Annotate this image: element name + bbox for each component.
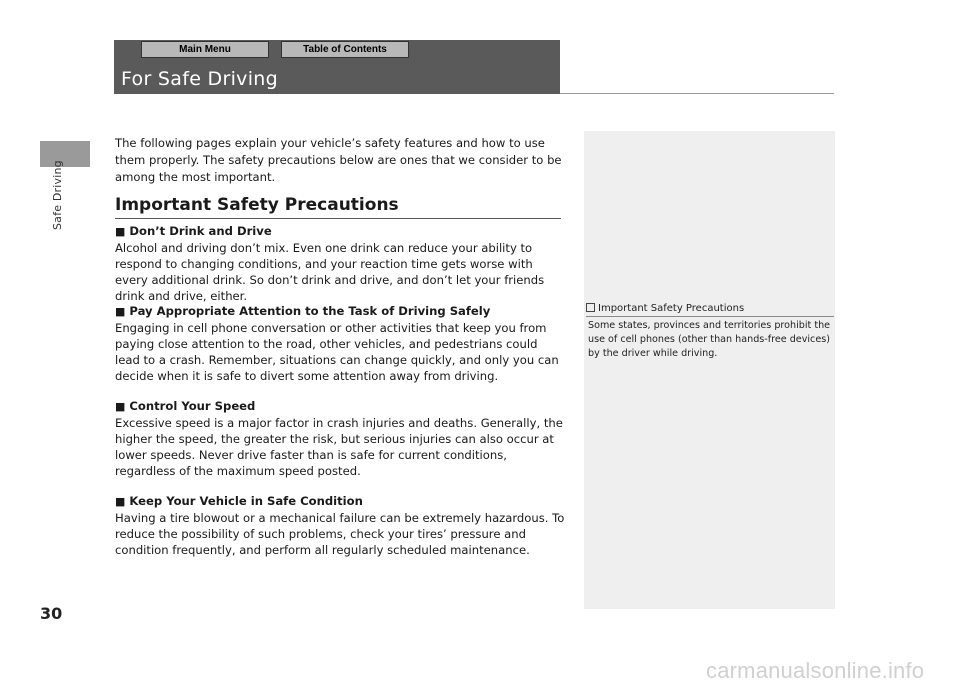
- note-title-text: Important Safety Precautions: [598, 303, 745, 314]
- main-menu-button[interactable]: Main Menu: [141, 41, 269, 58]
- note-title: [586, 303, 834, 317]
- page-number: 30: [40, 604, 63, 623]
- bullet-square-icon: ■: [115, 400, 126, 413]
- precaution-heading: [115, 303, 565, 320]
- precaution-heading: [115, 398, 565, 415]
- note-body: Some states, provinces and territories prohibit the use of cell phones (other than hands-free devices) by the driver while driving.: [588, 320, 831, 359]
- precaution-heading-text: Pay Appropriate Attention to the Task of Driving Safely: [129, 304, 491, 318]
- precaution-item: [115, 223, 565, 304]
- precaution-item: [115, 493, 565, 558]
- section-tab-marker: [40, 141, 90, 167]
- precaution-item: [115, 303, 565, 384]
- watermark: carmanualsonline.info: [706, 658, 925, 683]
- page-title: For Safe Driving: [121, 68, 278, 90]
- precaution-heading: [115, 493, 565, 510]
- precaution-item: [115, 398, 565, 479]
- bullet-square-icon: ■: [115, 225, 126, 238]
- side-note-panel: [584, 131, 835, 609]
- precaution-body: Excessive speed is a major factor in crash injuries and deaths. Generally, the higher the speed, the greater the risk, but serious injuries can also occur at lower speeds. Never drive faster than is safe for current conditions, regardless of the maximum speed posted.: [115, 416, 563, 478]
- note-reference-icon: [586, 303, 595, 312]
- bullet-square-icon: ■: [115, 305, 126, 318]
- precaution-heading-text: Keep Your Vehicle in Safe Condition: [129, 494, 363, 508]
- precaution-heading: [115, 223, 565, 240]
- section-heading: Important Safety Precautions: [115, 195, 561, 219]
- bullet-square-icon: ■: [115, 495, 126, 508]
- table-of-contents-button[interactable]: Table of Contents: [281, 41, 409, 58]
- precaution-heading-text: Control Your Speed: [129, 399, 256, 413]
- header-rule: [560, 93, 834, 94]
- precaution-body: Engaging in cell phone conversation or other activities that keep you from paying close attention to the road, other vehicles, and pedestrians could lead to a crash. Remember, situations can change quickly, and only you can decide when it is safe to divert some attention away from driving.: [115, 321, 559, 383]
- intro-paragraph: The following pages explain your vehicle’s safety features and how to use them properly. The safety precautions below are ones that we consider to be among the most important.: [115, 136, 562, 184]
- precaution-heading-text: Don’t Drink and Drive: [129, 224, 272, 238]
- precaution-body: Alcohol and driving don’t mix. Even one drink can reduce your ability to respond to changing conditions, and your reaction time gets worse with every additional drink. So don’t drink and drive, and don’t let your friends drink and drive, either.: [115, 241, 545, 303]
- section-side-label: Safe Driving: [51, 160, 64, 230]
- precaution-body: Having a tire blowout or a mechanical failure can be extremely hazardous. To reduce the possibility of such problems, check your tires’ pressure and condition frequently, and perform all regularly scheduled maintenance.: [115, 511, 565, 557]
